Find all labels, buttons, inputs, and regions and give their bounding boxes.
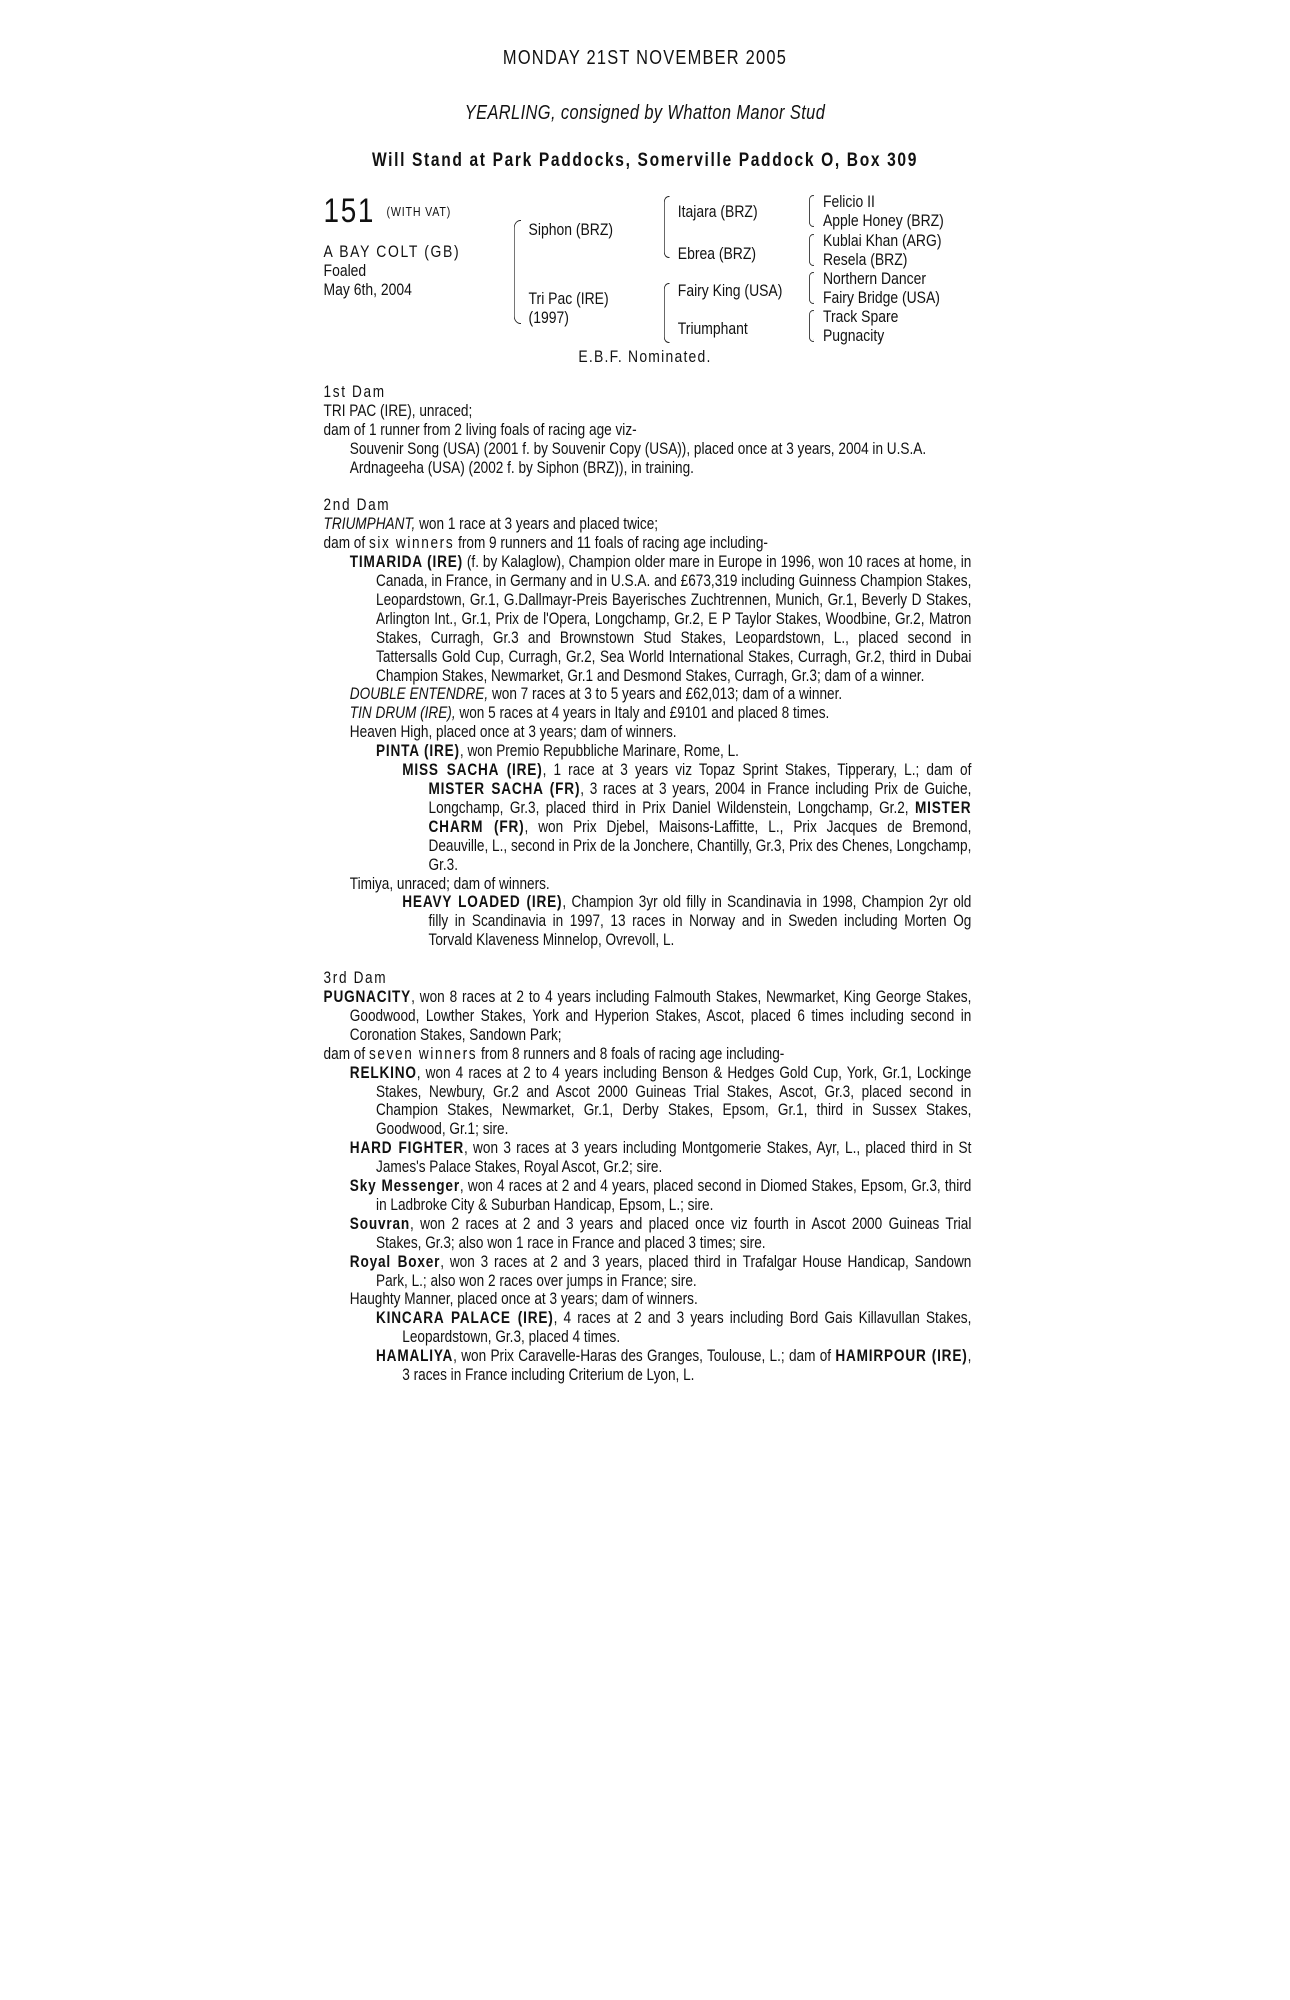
second-dam-heading: 2nd Dam bbox=[323, 495, 391, 515]
lot-number: 151 bbox=[323, 192, 376, 230]
sale-date: MONDAY 21ST NOVEMBER 2005 bbox=[502, 47, 788, 69]
text: from 8 runners and 8 foals of racing age including- bbox=[477, 1043, 785, 1063]
pedigree-g7: Track Spare bbox=[822, 307, 899, 326]
produce-entry-kincara bbox=[324, 1309, 972, 1347]
produce-entry-haughty: Haughty Manner, placed once at 3 years; dam of winners. bbox=[349, 1289, 698, 1309]
horse-record: , 3 races at 3 years, 2004 in France including Prix de Guiche, Longchamp, Gr.3, placed third in Prix Daniel Wildenstein, Longchamp, Gr.2, bbox=[428, 779, 972, 817]
pedigree-sire-sire: Itajara (BRZ) bbox=[677, 202, 758, 221]
horse-record: , won 4 races at 2 and 4 years, placed second in Diomed Stakes, Epsom, Gr.3, third in Ladbroke City & Suburban Handicap, Epsom, L.; sire. bbox=[376, 1176, 972, 1214]
horse-name: PINTA (IRE) bbox=[376, 741, 460, 761]
pedigree-g3: Kublai Khan (ARG) bbox=[822, 231, 942, 250]
horse-name: Royal Boxer bbox=[349, 1251, 441, 1271]
produce-entry-heavy bbox=[324, 893, 972, 950]
stable-location: Will Stand at Park Paddocks, Somerville Paddock O, Box 309 bbox=[371, 150, 919, 171]
horse-record: , won Premio Repubbliche Marinare, Rome, L. bbox=[459, 741, 739, 761]
produce-entry-sacha bbox=[324, 761, 972, 874]
horse-name: HAMIRPOUR (IRE) bbox=[835, 1346, 968, 1366]
pedigree-sire: Siphon (BRZ) bbox=[528, 220, 614, 239]
horse-name: Sky Messenger bbox=[349, 1176, 460, 1196]
horse-record: , won 3 races at 2 and 3 years, placed third in Trafalgar House Handicap, Sandown Park, L.; also won 2 races over jumps in France; sire. bbox=[376, 1251, 972, 1290]
horse-name: RELKINO bbox=[349, 1062, 417, 1082]
third-dam-heading: 3rd Dam bbox=[323, 968, 388, 988]
pedigree-brace-dam bbox=[664, 283, 670, 343]
dam-name: TRIUMPHANT, bbox=[323, 514, 416, 534]
pedigree-g8: Pugnacity bbox=[822, 326, 885, 345]
text: dam of bbox=[323, 533, 369, 553]
horse-name: HAMALIYA bbox=[376, 1346, 454, 1366]
horse-name: HEAVY LOADED (IRE) bbox=[402, 892, 563, 912]
produce-entry-royal bbox=[324, 1253, 972, 1291]
produce-entry-double bbox=[324, 685, 972, 704]
horse-name: MISTER CHARM (FR) bbox=[428, 797, 972, 836]
horse-record: , won 4 races at 2 to 4 years including Benson & Hedges Gold Cup, York, Gr.1, Lockinge Stakes, Newbury, Gr.2 and Ascot 2000 Guineas Trial Stakes, Ascot, Gr.3, placed second in Champion Stakes, Newmarket, Gr.1, Derby Stakes, Epsom, Gr.1, third in Sussex Stakes, Goodwood, Gr.1; sire. bbox=[376, 1062, 972, 1139]
lot-name: A BAY COLT (GB) bbox=[323, 242, 461, 261]
horse-record: , 1 race at 3 years viz Topaz Sprint Stakes, Tipperary, L.; dam of bbox=[542, 760, 972, 780]
pedigree-g4: Resela (BRZ) bbox=[822, 250, 908, 269]
produce-entry-hamaliya bbox=[324, 1347, 972, 1385]
produce-entry-relkino bbox=[324, 1064, 972, 1140]
horse-record: , Champion 3yr old filly in Scandinavia in 1998, Champion 2yr old filly in Scandinavia in 1997, 13 races in Norway and in Sweden including Morten Og Torvald Klaveness Minnelop, Ovrevoll, L. bbox=[428, 892, 972, 950]
produce-entry-pinta bbox=[324, 742, 972, 761]
horse-name: MISTER SACHA (FR) bbox=[428, 779, 581, 799]
foaled-date: May 6th, 2004 bbox=[323, 280, 412, 299]
horse-name: MISS SACHA (IRE) bbox=[402, 760, 543, 780]
text: dam of bbox=[323, 1043, 369, 1063]
winners-count: seven winners bbox=[368, 1043, 478, 1063]
pedigree-brace-g3 bbox=[809, 272, 814, 304]
consignor-line: YEARLING, consigned by Whatton Manor Stud bbox=[464, 102, 826, 124]
pedigree-brace-g1 bbox=[809, 195, 814, 227]
horse-name: HARD FIGHTER bbox=[349, 1138, 464, 1158]
second-dam-line bbox=[324, 515, 972, 534]
pedigree-dam-year: (1997) bbox=[528, 308, 569, 327]
produce-entry: Ardnageeha (USA) (2002 f. by Siphon (BRZ)), in training. bbox=[349, 457, 694, 477]
pedigree-g5: Northern Dancer bbox=[822, 269, 926, 288]
first-dam-heading: 1st Dam bbox=[323, 382, 386, 401]
produce-entry-timarida bbox=[324, 553, 972, 685]
foaled-label: Foaled bbox=[323, 261, 367, 280]
pedigree-brace-main bbox=[514, 220, 521, 324]
horse-name: TIMARIDA (IRE) bbox=[349, 552, 463, 572]
produce-entry-hard bbox=[324, 1139, 972, 1177]
horse-name: Souvran bbox=[349, 1213, 410, 1233]
produce-record bbox=[324, 383, 972, 1385]
winners-count: six winners bbox=[368, 533, 455, 553]
produce-entry-heaven: Heaven High, placed once at 3 years; dam of winners. bbox=[349, 722, 677, 742]
lot-number-block bbox=[324, 192, 452, 231]
pedigree-sire-dam: Ebrea (BRZ) bbox=[677, 244, 757, 263]
horse-name: KINCARA PALACE (IRE) bbox=[376, 1308, 554, 1328]
first-dam-line: TRI PAC (IRE), unraced; bbox=[323, 400, 473, 420]
produce-entry-sky bbox=[324, 1177, 972, 1215]
horse-record: , 4 races at 2 and 3 years including Bord Gais Killavullan Stakes, Leopardstown, Gr.3, placed 4 times. bbox=[402, 1308, 972, 1347]
horse-record: , won Prix Djebel, Maisons-Laffitte, L., Prix Jacques de Bremond, Deauville, L., second in Prix de la Jonchere, Chantilly, Gr.3, Prix des Chenes, Longchamp, Gr.3. bbox=[428, 816, 972, 874]
pedigree-g6: Fairy Bridge (USA) bbox=[822, 288, 940, 307]
ebf-nomination: E.B.F. Nominated. bbox=[578, 347, 712, 366]
horse-record: , 3 races in France including Criterium de Lyon, L. bbox=[402, 1346, 972, 1385]
horse-record: won 5 races at 4 years in Italy and £9101 and placed 8 times. bbox=[455, 703, 830, 723]
produce-entry: Souvenir Song (USA) (2001 f. by Souvenir Copy (USA)), placed once at 3 years, 2004 in U.S.A. bbox=[349, 438, 927, 458]
second-dam-produce bbox=[324, 534, 972, 553]
produce-entry-tin bbox=[324, 704, 972, 723]
vat-note: (WITH VAT) bbox=[386, 204, 452, 219]
horse-record: (f. by Kalaglow), Champion older mare in Europe in 1996, won 10 races at home, in Canada, in France, in Germany and in U.S.A. and £673,319 including Guinness Champion Stakes, Leopardstown, Gr.1, G.Dallmayr-Preis Bayerisches Zuchtrennen, Munich, Gr.1, Beverly D Stakes, Arlington Int., Gr.1, Prix de l'Opera, Longchamp, Gr.2, E P Taylor Stakes, Woodbine, Gr.2, Matron Stakes, Curragh, Gr.3 and Brownstown Stud Stakes, Leopardstown, L., placed second in Tattersalls Gold Cup, Curragh, Gr.2, Sea World International Stakes, Curragh, Gr.2, third in Dubai Champion Stakes, Newmarket, Gr.1 and Desmond Stakes, Curragh, Gr.3; dam of a winner. bbox=[376, 552, 972, 685]
produce-entry-souvran bbox=[324, 1215, 972, 1253]
horse-name: TIN DRUM (IRE), bbox=[349, 703, 456, 723]
produce-entry-timiya: Timiya, unraced; dam of winners. bbox=[349, 873, 550, 893]
pedigree-dam-sire: Fairy King (USA) bbox=[677, 281, 783, 300]
catalogue-page bbox=[116, 0, 1174, 2000]
pedigree-dam: Tri Pac (IRE) bbox=[528, 289, 609, 308]
pedigree-brace-sire bbox=[664, 196, 670, 258]
pedigree-g1: Felicio II bbox=[822, 192, 875, 211]
first-dam-produce: dam of 1 runner from 2 living foals of racing age viz- bbox=[323, 419, 637, 439]
text: from 9 runners and 11 foals of racing age including- bbox=[454, 533, 768, 553]
dam-record: won 1 race at 3 years and placed twice; bbox=[415, 514, 659, 534]
third-dam-line bbox=[324, 988, 972, 1045]
pedigree-g2: Apple Honey (BRZ) bbox=[822, 211, 944, 230]
horse-record: , won 3 races at 3 years including Montgomerie Stakes, Ayr, L., placed third in St James's Palace Stakes, Royal Ascot, Gr.2; sire. bbox=[376, 1138, 972, 1177]
pedigree-brace-g2 bbox=[809, 234, 814, 266]
third-dam-produce bbox=[324, 1045, 972, 1064]
horse-record: , won Prix Caravelle-Haras des Granges, Toulouse, L.; dam of bbox=[453, 1346, 836, 1366]
dam-name: PUGNACITY bbox=[323, 986, 412, 1006]
pedigree-dam-dam: Triumphant bbox=[677, 319, 748, 338]
horse-record: , won 2 races at 2 and 3 years and placed once viz fourth in Ascot 2000 Guineas Trial Stakes, Gr.3; also won 1 race in France and placed 3 times; sire. bbox=[376, 1213, 972, 1252]
horse-name: DOUBLE ENTENDRE, bbox=[349, 684, 489, 704]
horse-record: won 7 races at 3 to 5 years and £62,013; dam of a winner. bbox=[488, 684, 843, 704]
dam-record: , won 8 races at 2 to 4 years including Falmouth Stakes, Newmarket, King George Stakes, Goodwood, Lowther Stakes, York and Hyperion Stakes, Ascot, placed 6 times including second in Coronation Stakes, Sandown Park; bbox=[349, 986, 972, 1044]
pedigree-brace-g4 bbox=[809, 310, 814, 342]
